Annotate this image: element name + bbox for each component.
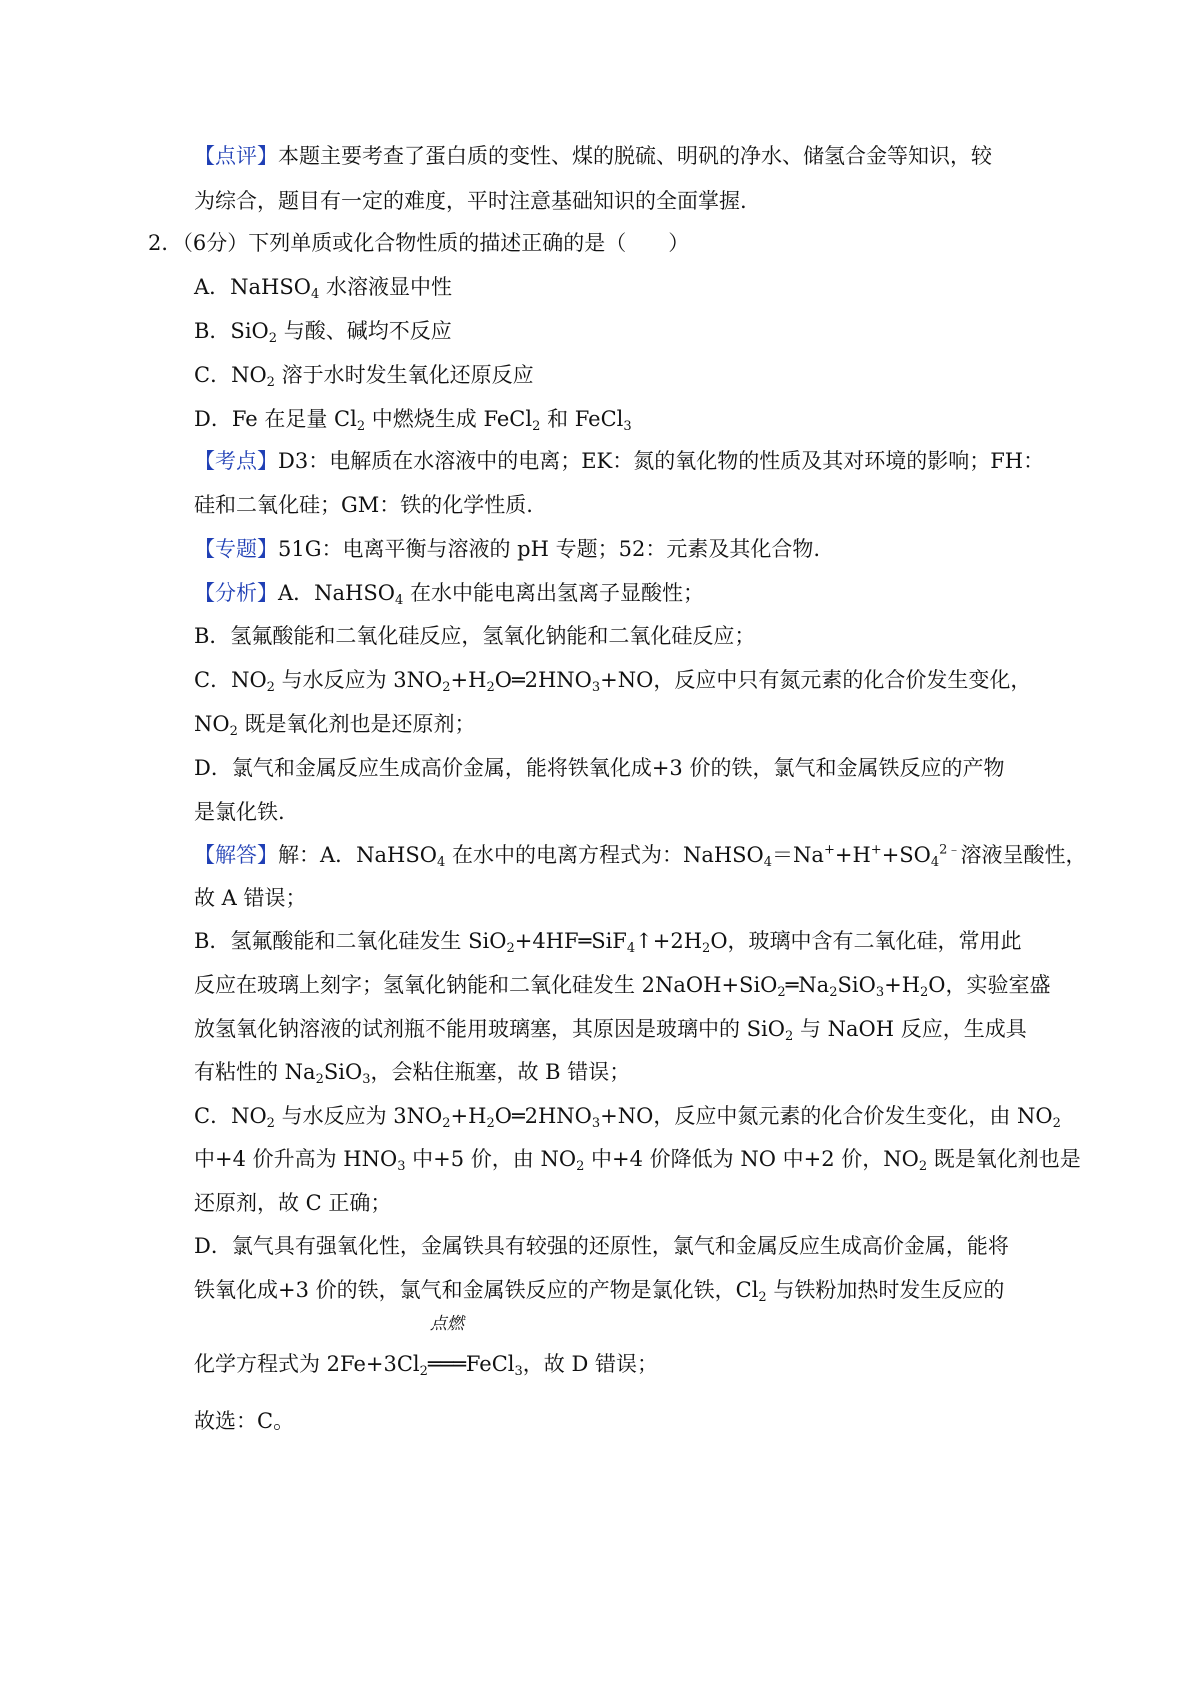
jieda-line-c1: C．$NO_2$ 与水反应为 $3NO_2+H_2O═2HNO_3+NO$，反应中氮元素的化合价发生变化，由 $NO_2$ bbox=[194, 1104, 1061, 1131]
kaodian-line-2: 硅和二氧化硅；GM：铁的化学性质. bbox=[194, 493, 533, 517]
question-stem: 2．（6分）下列单质或化合物性质的描述正确的是（ ） bbox=[148, 231, 690, 255]
jieda-line-a1: 【解答】解：A．NaHSO$_4$ 在水中的电离方程式为：$NaHSO_4=Na^++H^++SO_4^{2﹣}$溶液呈酸性， bbox=[194, 842, 1087, 870]
final-answer: 故选：C。 bbox=[194, 1409, 295, 1433]
jieda-tag: 【解答】 bbox=[194, 843, 278, 867]
condition-arrow: ═══ bbox=[427, 1352, 466, 1376]
jieda-line-b2: 反应在玻璃上刻字；氢氧化钠能和二氧化硅发生 $2NaOH+SiO_2═Na_2SiO_3+H_2O$，实验室盛 bbox=[194, 973, 1051, 1000]
kaodian-tag: 【考点】 bbox=[194, 449, 278, 473]
comment-line-1 bbox=[194, 141, 992, 171]
jieda-line-c3: 还原剂，故 C 正确； bbox=[194, 1191, 392, 1215]
jieda-line-d1: D．氯气具有强氧化性，金属铁具有较强的还原性，氯气和金属反应生成高价金属，能将 bbox=[194, 1234, 1009, 1258]
jieda-line-d2: 铁氧化成+3 价的铁，氯气和金属铁反应的产物是氯化铁，$Cl_2$ 与铁粉加热时发生反应的 bbox=[194, 1278, 1005, 1305]
jieda-line-d3: 化学方程式为 $2Fe+3Cl_2$ 点燃 ═══FeCl$_3$，故 D 错误； bbox=[194, 1349, 658, 1379]
fenxi-line-d2: 是氯化铁. bbox=[194, 800, 285, 824]
comment-line-2: 为综合，题目有一定的难度，平时注意基础知识的全面掌握. bbox=[194, 189, 747, 213]
jieda-line-a2: 故 A 错误； bbox=[194, 886, 307, 910]
comment-tag: 【点评】 bbox=[194, 144, 278, 168]
option-d: D．Fe 在足量 $Cl_2$ 中燃烧生成 FeCl$_2$ 和 FeCl$_3$ bbox=[194, 407, 632, 434]
option-a: A．NaHSO$_4$ 水溶液显中性 bbox=[194, 275, 452, 302]
fenxi-tag: 【分析】 bbox=[194, 581, 278, 605]
jieda-line-b3: 放氢氧化钠溶液的试剂瓶不能用玻璃塞，其原因是玻璃中的 SiO$_2$ 与 NaOH 反应，生成具 bbox=[194, 1017, 1027, 1044]
fenxi-line-c1: C．$NO_2$ 与水反应为 $3NO_2+H_2O═2HNO_3+NO$，反应中只有氮元素的化合价发生变化， bbox=[194, 668, 1032, 695]
jieda-line-b4: 有粘性的 $Na_2SiO_3$，会粘住瓶塞，故 B 错误； bbox=[194, 1060, 631, 1087]
zhuanti-line: 【专题】51G：电离平衡与溶液的 pH 专题；52：元素及其化合物. bbox=[194, 537, 820, 561]
jieda-line-b1: B．氢氟酸能和二氧化硅发生 $SiO_2+4HF═SiF_4↑+2H_2O$，玻璃中含有二氧化硅，常用此 bbox=[194, 929, 1022, 956]
fenxi-line-c2: $NO_2$ 既是氧化剂也是还原剂； bbox=[194, 712, 476, 739]
option-c: C．$NO_2$ 溶于水时发生氧化还原反应 bbox=[194, 363, 534, 390]
jieda-line-c2: 中+4 价升高为 $HNO_3$ 中+5 价，由 $NO_2$ 中+4 价降低为 NO 中+2 价，$NO_2$ 既是氧化剂也是 bbox=[194, 1147, 1081, 1174]
reaction-condition bbox=[427, 1314, 466, 1379]
fenxi-line-d1: D．氯气和金属反应生成高价金属，能将铁氧化成+3 价的铁，氯气和金属铁反应的产物 bbox=[194, 756, 1005, 780]
kaodian-line-1: 【考点】D3：电解质在水溶液中的电离；EK：氮的氧化物的性质及其对环境的影响；FH： bbox=[194, 449, 1045, 473]
zhuanti-tag: 【专题】 bbox=[194, 537, 278, 561]
fenxi-line-a: 【分析】A．NaHSO$_4$ 在水中能电离出氢离子显酸性； bbox=[194, 581, 704, 608]
comment-text-1: 本题主要考查了蛋白质的变性、煤的脱硫、明矾的净水、储氢合金等知识，较 bbox=[278, 144, 992, 168]
condition-label: 点燃 bbox=[429, 1314, 464, 1334]
fenxi-line-b: B．氢氟酸能和二氧化硅反应，氢氧化钠能和二氧化硅反应； bbox=[194, 624, 756, 648]
option-b: B．SiO$_2$ 与酸、碱均不反应 bbox=[194, 319, 452, 346]
